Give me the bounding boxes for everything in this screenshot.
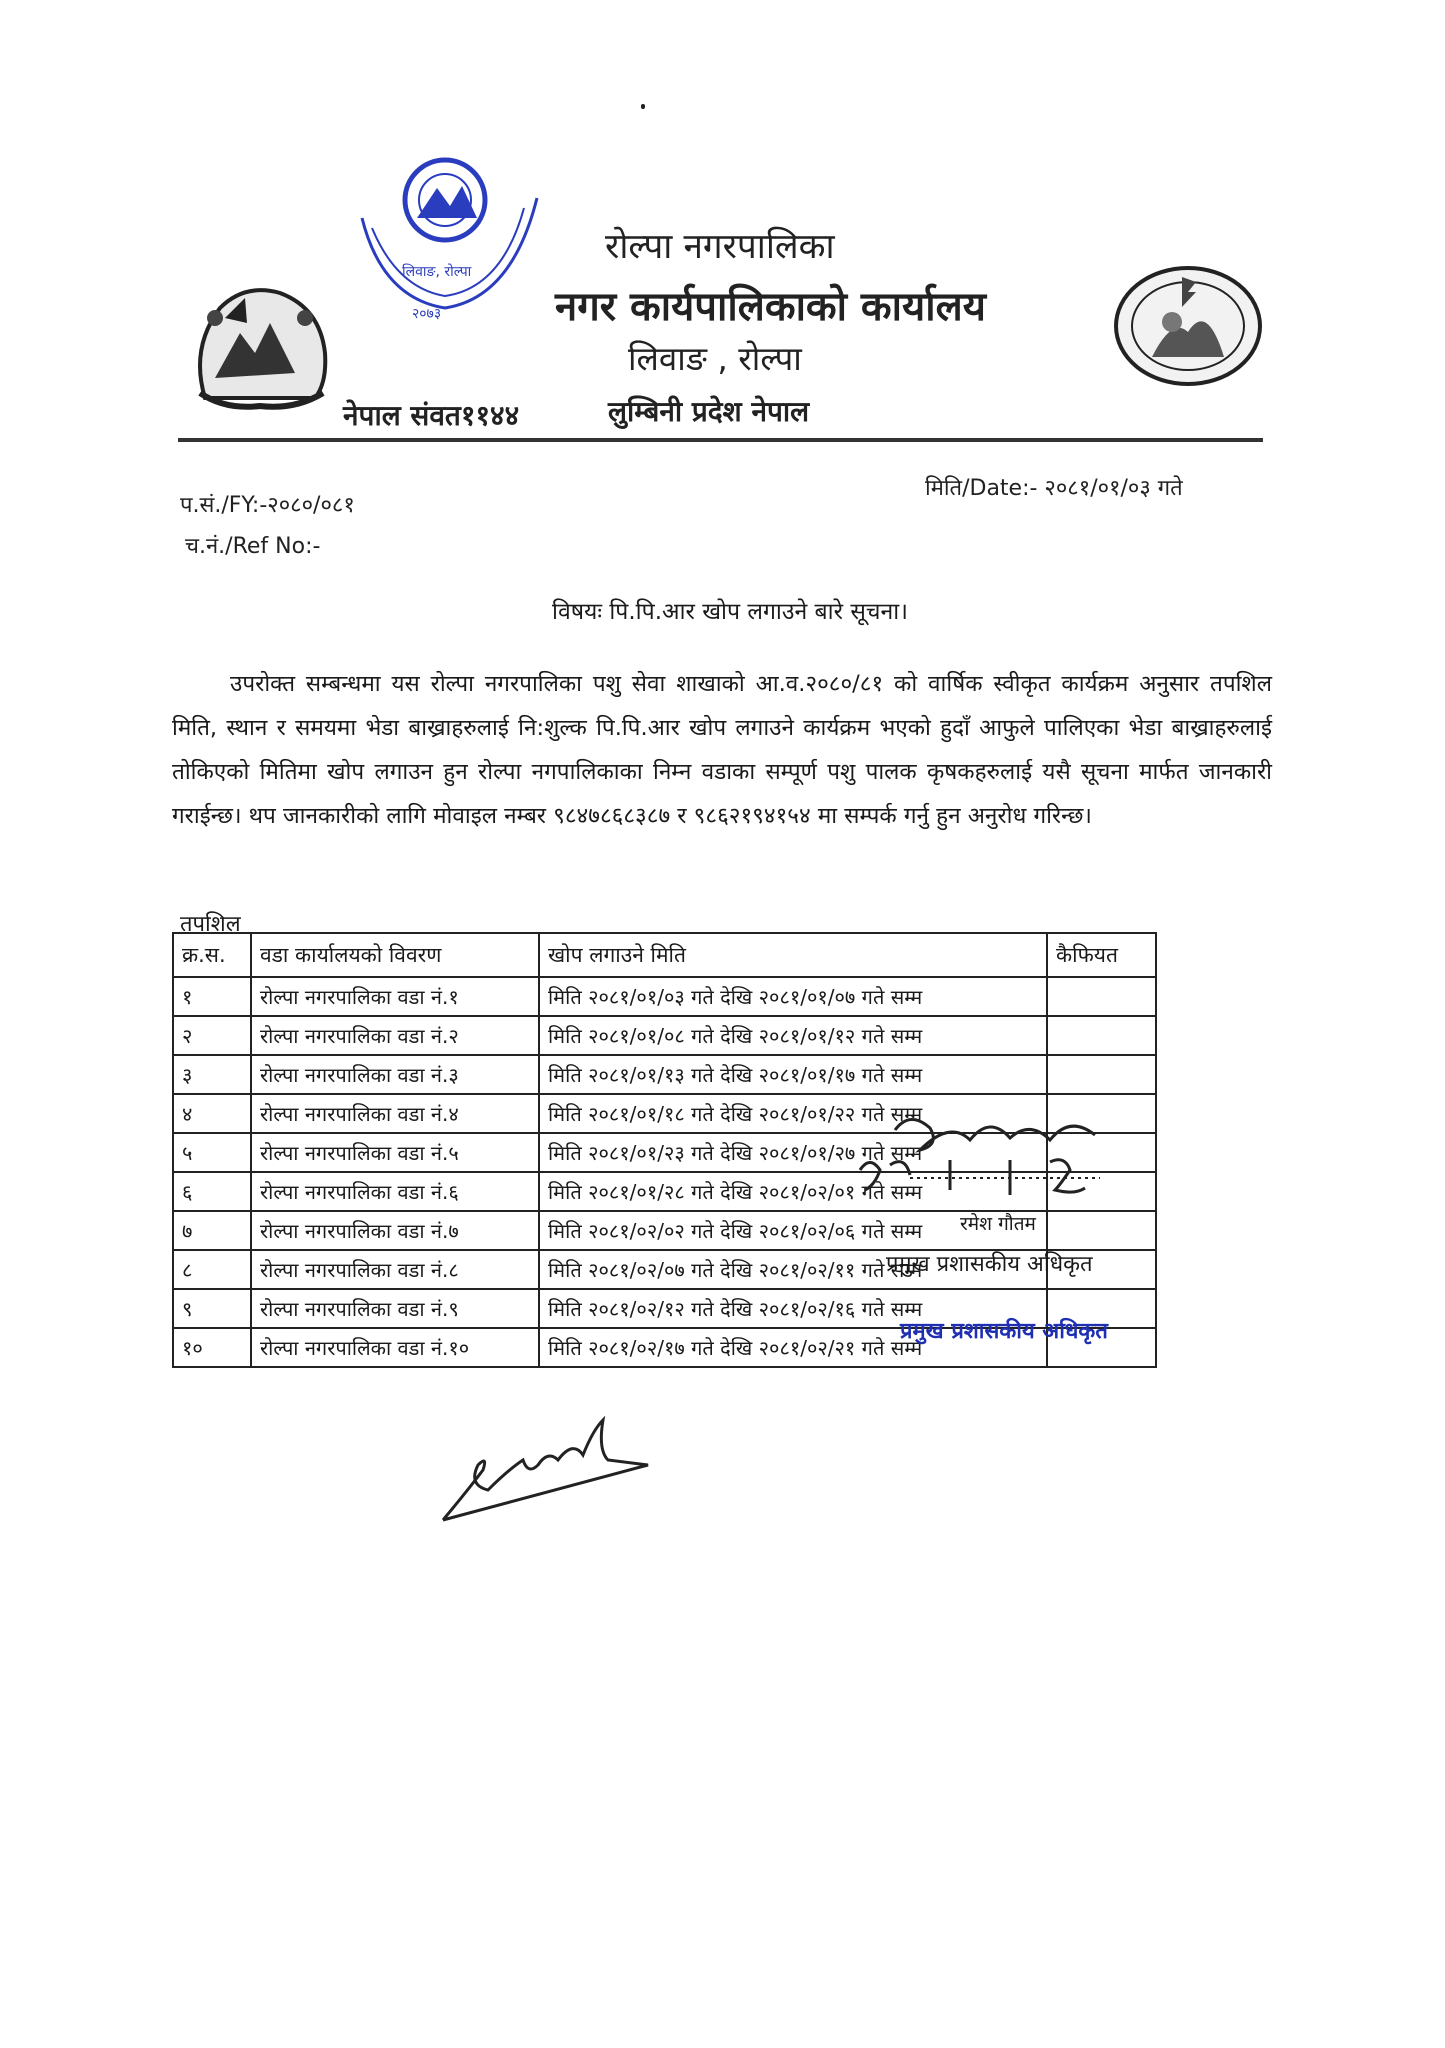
secondary-signature [428, 1410, 653, 1525]
date-cell: मिति २०८१/०२/१२ गते देखि २०८१/०२/१६ गते सम्म [539, 1289, 1047, 1328]
officer-name: रमेश गौतम [960, 1213, 1036, 1235]
remarks-cell [1047, 977, 1156, 1016]
ward-cell: रोल्पा नगरपालिका वडा नं.४ [251, 1094, 539, 1133]
table-caption: तपशिल [180, 912, 241, 937]
table-row [173, 1055, 1156, 1094]
header-divider [178, 438, 1263, 442]
municipality-name: रोल्पा नगरपालिका [605, 227, 835, 267]
date-cell: मिति २०८१/०१/०८ गते देखि २०८१/०१/१२ गते सम्म [539, 1016, 1047, 1055]
serial-cell: १० [173, 1328, 251, 1367]
remarks-cell [1047, 1016, 1156, 1055]
ward-cell: रोल्पा नगरपालिका वडा नं.८ [251, 1250, 539, 1289]
date-cell: मिति २०८१/०२/१७ गते देखि २०८१/०२/२१ गते सम्म [539, 1328, 1047, 1367]
office-name: नगर कार्यपालिकाको कार्यालय [555, 284, 986, 330]
officer-signature [850, 1110, 1140, 1220]
serial-cell: ५ [173, 1133, 251, 1172]
letter-subject: विषयः पि.पि.आर खोप लगाउने बारे सूचना। [552, 599, 908, 625]
ward-cell: रोल्पा नगरपालिका वडा नं.२ [251, 1016, 539, 1055]
serial-cell: १ [173, 977, 251, 1016]
date-cell: मिति २०८१/०१/०३ गते देखि २०८१/०१/०७ गते सम्म [539, 977, 1047, 1016]
serial-cell: ७ [173, 1211, 251, 1250]
serial-cell: ६ [173, 1172, 251, 1211]
office-address: लिवाङ , रोल्पा [628, 339, 802, 378]
reference-number: च.नं./Ref No:- [185, 534, 321, 559]
serial-cell: ४ [173, 1094, 251, 1133]
letter-date: मिति/Date:- २०८१/०१/०३ गते [925, 476, 1183, 501]
date-cell: मिति २०८१/०१/१३ गते देखि २०८१/०१/१७ गते सम्म [539, 1055, 1047, 1094]
date-cell: मिति २०८१/०१/२३ गते देखि २०८१/०१/२७ गते सम्म [539, 1133, 1047, 1172]
table-header-row [173, 933, 1156, 977]
ward-cell: रोल्पा नगरपालिका वडा नं.९ [251, 1289, 539, 1328]
serial-cell: ८ [173, 1250, 251, 1289]
header-date: खोप लगाउने मिति [539, 933, 1047, 977]
letter-body: उपरोक्त सम्बन्धमा यस रोल्पा नगरपालिका पशु सेवा शाखाको आ.व.२०८०/८१ को वार्षिक स्वीकृत कार्यक्रम अनुसार तपशिल मिति, स्थान र समयमा भेडा बाख्राहरुलाई नि:शुल्क पि.पि.आर खोप लगाउने कार्यक्रम भएको हुदाँ आफुले पालिएका भेडा बाख्राहरुलाई तोकिएको मितिमा खोप लगाउन हुन रोल्पा नगपालिकाका निम्न वडाका सम्पूर्ण पशु पालक कृषकहरुलाई यसै सूचना मार्फत जानकारी गराईन्छ। थप जानकारीको लागि मोवाइल नम्बर ९८४७८६८३८७ र ९८६२१९४१५४ मा सम्पर्क गर्नु हुन अनुरोध गरिन्छ। [172, 671, 1272, 829]
office-stamp-icon [342, 148, 548, 326]
officer-title: प्रमुख प्रशासकीय अधिकृत [886, 1252, 1093, 1277]
ward-cell: रोल्पा नगरपालिका वडा नं.५ [251, 1133, 539, 1172]
stray-mark [641, 104, 645, 109]
ward-cell: रोल्पा नगरपालिका वडा नं.१० [251, 1328, 539, 1367]
header-serial: क्र.स. [173, 933, 251, 977]
nepal-emblem-icon [185, 278, 335, 413]
svg-text:२०७३: २०७३ [412, 306, 442, 322]
header-ward: वडा कार्यालयको विवरण [251, 933, 539, 977]
fiscal-year: प.सं./FY:-२०८०/०८१ [180, 493, 355, 518]
header-remarks: कैफियत [1047, 933, 1156, 977]
date-cell: मिति २०८१/०१/१८ गते देखि २०८१/०१/२२ गते सम्म [539, 1094, 1047, 1133]
nepal-sambat: नेपाल संवत११४४ [343, 399, 520, 432]
province-name: लुम्बिनी प्रदेश नेपाल [608, 395, 810, 428]
ward-cell: रोल्पा नगरपालिका वडा नं.१ [251, 977, 539, 1016]
table-row [173, 977, 1156, 1016]
serial-cell: ३ [173, 1055, 251, 1094]
serial-cell: ९ [173, 1289, 251, 1328]
table-row [173, 1016, 1156, 1055]
date-cell: मिति २०८१/०१/२८ गते देखि २०८१/०२/०१ गते सम्म [539, 1172, 1047, 1211]
ward-cell: रोल्पा नगरपालिका वडा नं.३ [251, 1055, 539, 1094]
remarks-cell [1047, 1055, 1156, 1094]
svg-text:लिवाङ, रोल्पा: लिवाङ, रोल्पा [402, 264, 472, 280]
officer-title-stamp: प्रमुख प्रशासकीय अधिकृत [900, 1319, 1108, 1344]
date-cell: मिति २०८१/०२/०२ गते देखि २०८१/०२/०६ गते सम्म [539, 1211, 1047, 1250]
date-cell: मिति २०८१/०२/०७ गते देखि २०८१/०२/११ गते सम्म [539, 1250, 1047, 1289]
serial-cell: २ [173, 1016, 251, 1055]
municipality-logo-icon [1112, 262, 1264, 387]
ward-cell: रोल्पा नगरपालिका वडा नं.७ [251, 1211, 539, 1250]
ward-cell: रोल्पा नगरपालिका वडा नं.६ [251, 1172, 539, 1211]
